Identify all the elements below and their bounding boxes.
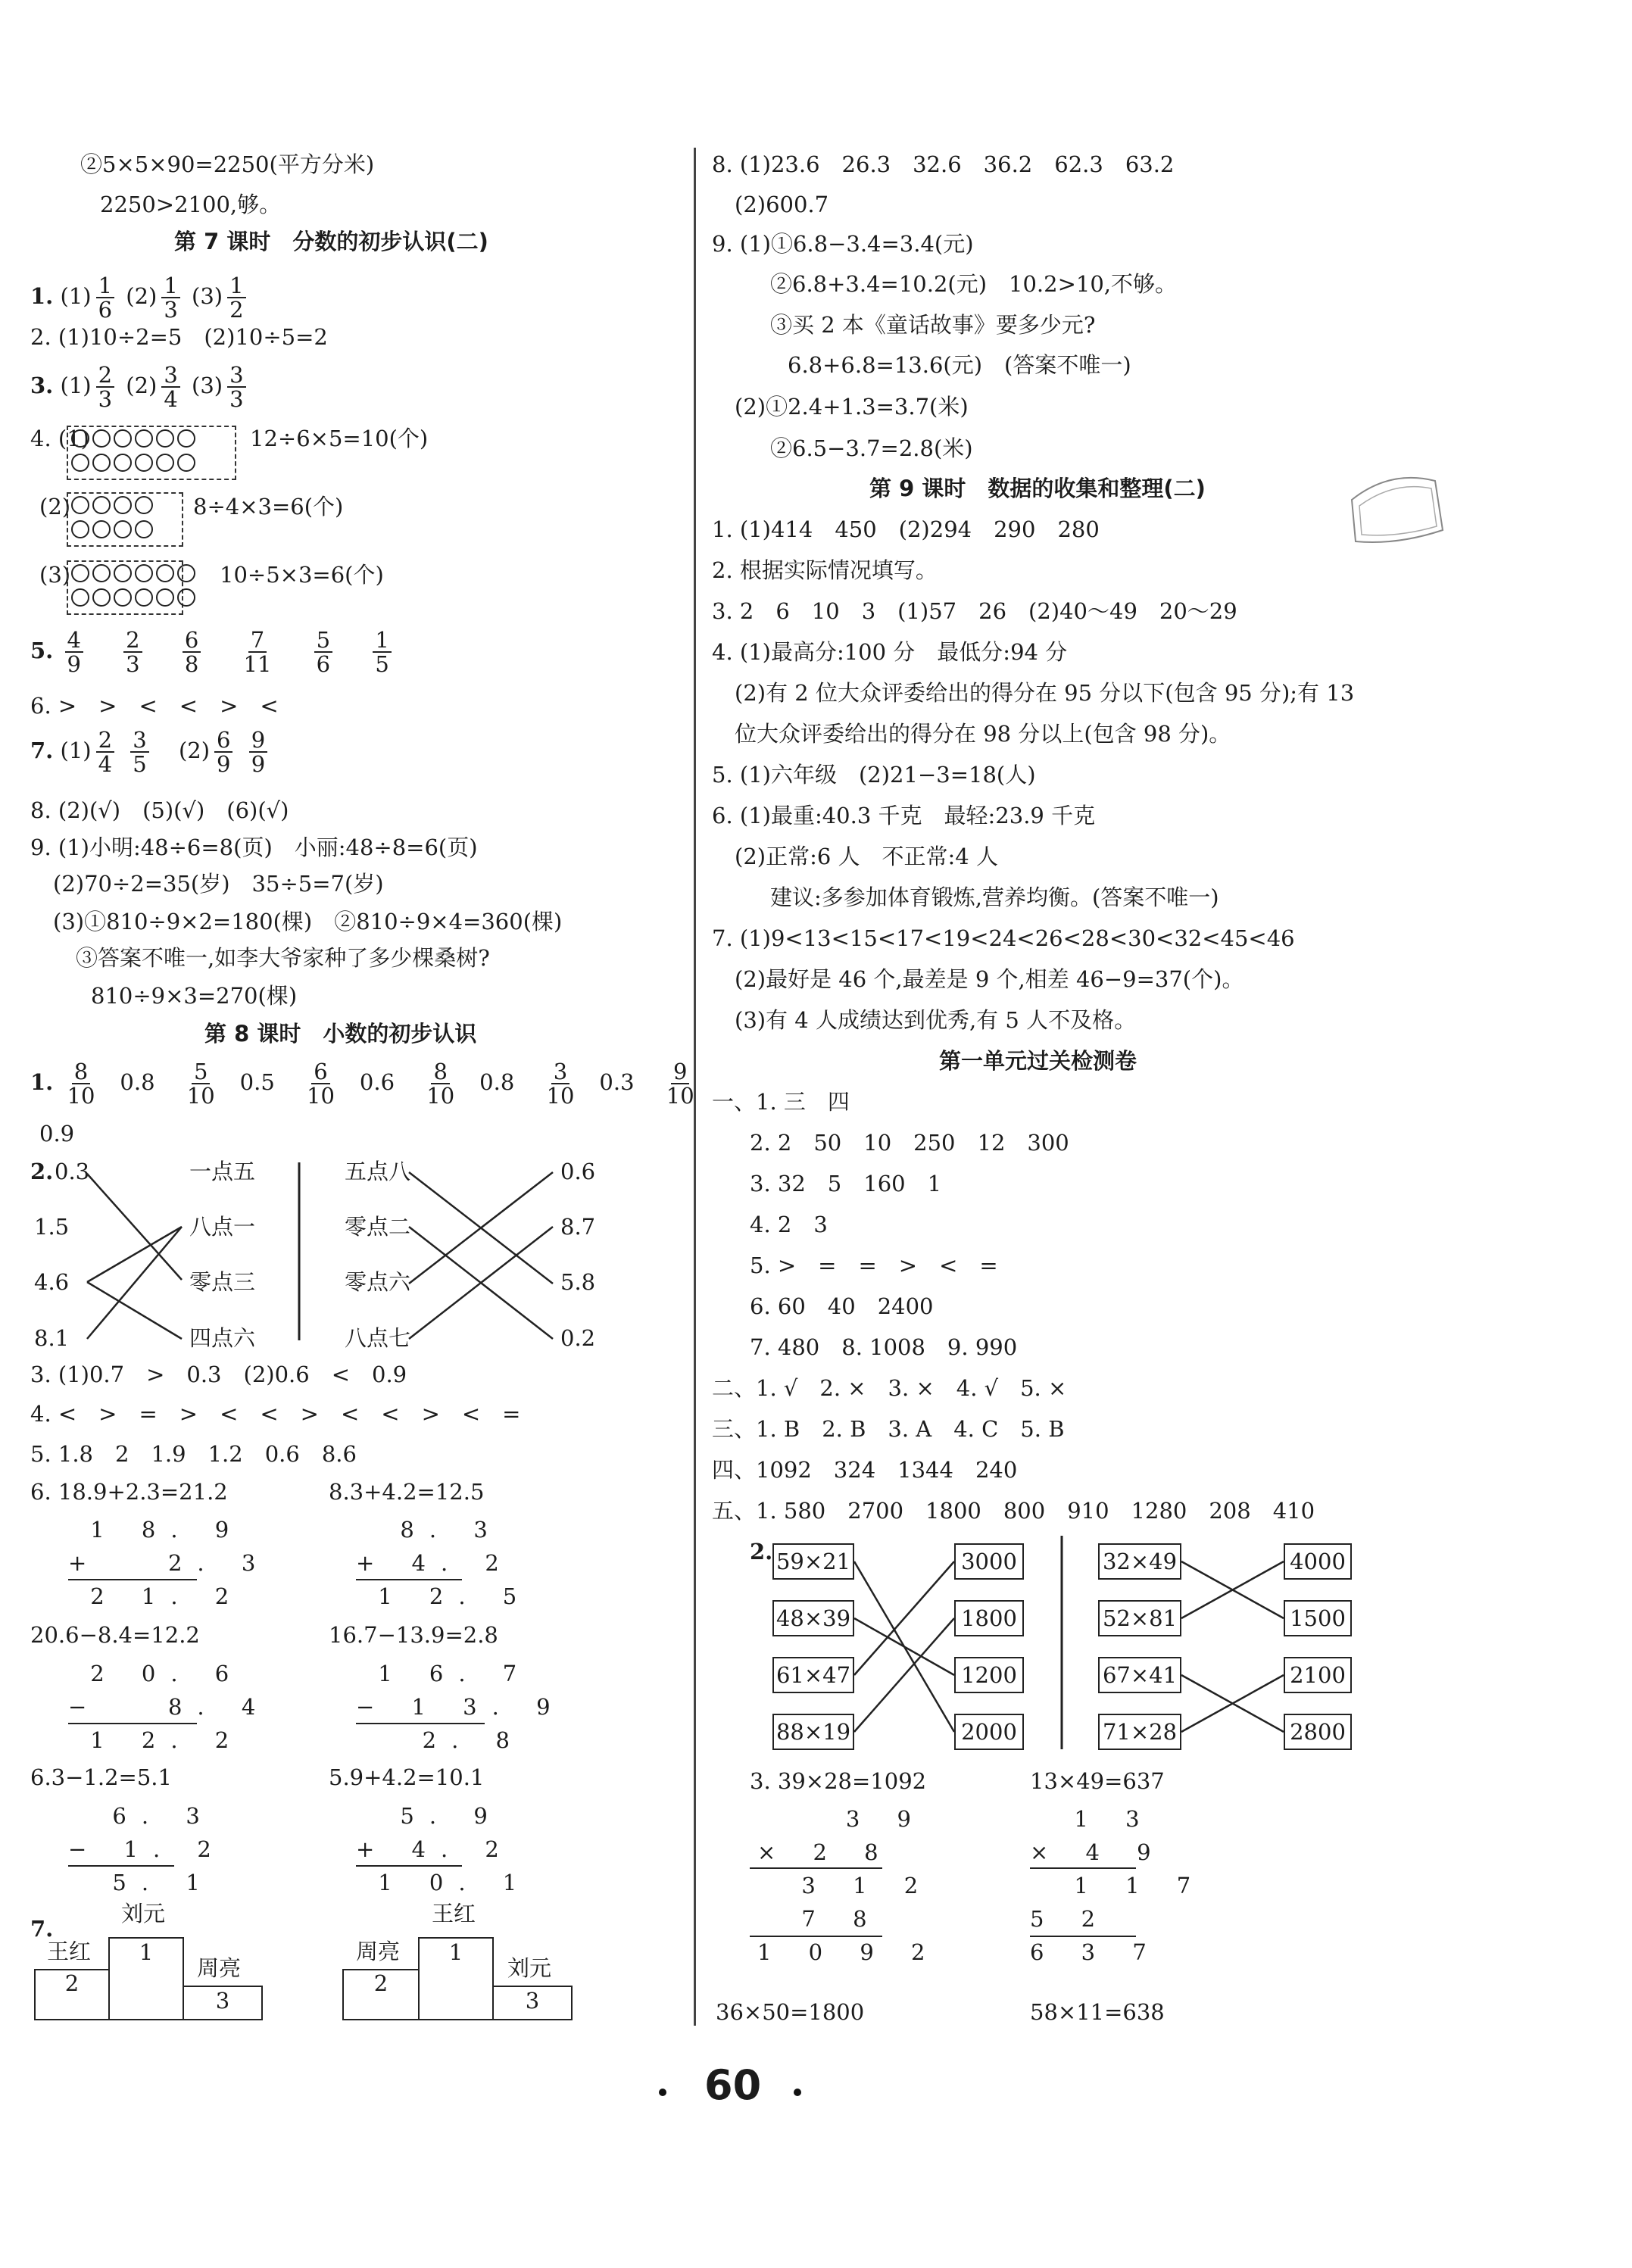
s7-prefix: 7.: [30, 1916, 54, 1942]
right-word: 零点六: [345, 1269, 411, 1295]
answer-line: 7. (1)9<13<15<17<19<24<26<28<30<32<45<46: [712, 925, 1295, 951]
vertical-calc: 2 0. 6 − 8. 4 1 2. 2: [68, 1661, 271, 1753]
calc-line: [356, 1723, 485, 1724]
answer-line: 36×50=1800: [716, 1999, 865, 2025]
answer-line: 7. 480 8. 1008 9. 990: [750, 1334, 1018, 1360]
vertical-calc: 6. 3 − 1. 2 5. 1: [68, 1803, 226, 1895]
q5: 5. $\frac{4}{9}$ $\frac{2}{3}$ $\frac{6}{8}$ $\frac{7}{11}$ $\frac{5}{6}$ $\frac{1}{5}$: [30, 629, 396, 675]
page-dot: [794, 2089, 801, 2096]
right-num: 0.2: [560, 1325, 596, 1351]
answer-line: 一、1. 三 四: [712, 1089, 850, 1115]
expr-box: 52×81: [1098, 1600, 1181, 1636]
q9-line: 9. (1)小明:48÷6=8(页) 小丽:48÷8=6(页): [30, 835, 478, 860]
right-num: 0.6: [560, 1159, 596, 1184]
s3: 3. (1)0.7 > 0.3 (2)0.6 < 0.9: [30, 1362, 407, 1387]
expr-box: 59×21: [772, 1543, 854, 1580]
right-word: 五点八: [345, 1159, 411, 1184]
calc-line: [750, 1936, 882, 1937]
calc-line: [356, 1579, 462, 1580]
s6-eq: 6.3−1.2=5.1: [30, 1764, 172, 1790]
left-num: 0.3: [55, 1159, 90, 1184]
left-word: 一点五: [189, 1159, 256, 1184]
q3: 3. (1) $\frac{2}{3}$ (2) $\frac{3}{4}$ (3) $\frac{3}{3}$: [30, 363, 251, 410]
answer-line: 二、1. √ 2. × 3. × 4. √ 5. ×: [712, 1375, 1067, 1401]
q4-3-label: (3): [39, 562, 71, 588]
answer-line: 4. 2 3: [750, 1212, 828, 1237]
fraction: $\frac{3}{4}$: [161, 363, 179, 410]
fraction: $\frac{1}{2}$: [227, 274, 245, 321]
calc-line: [356, 1865, 462, 1867]
left-num: 1.5: [34, 1214, 70, 1240]
answer-line: 3. 32 5 160 1: [750, 1171, 942, 1196]
result-box: 1800: [954, 1600, 1024, 1636]
answer-line: 8. (1)23.6 26.3 32.6 36.2 62.3 63.2: [712, 151, 1175, 177]
right-num: 8.7: [560, 1214, 596, 1240]
q4-3-eq: 10÷5×3=6(个): [220, 562, 384, 588]
answer-line: (2)有 2 位大众评委给出的得分在 95 分以下(包含 95 分);有 13: [735, 680, 1355, 706]
answer-line: (3)有 4 人成绩达到优秀,有 5 人不及格。: [735, 1007, 1137, 1033]
expr-box: 67×41: [1098, 1657, 1181, 1693]
answer-line: 1. (1)414 450 (2)294 290 280: [712, 516, 1100, 542]
result-box: 1200: [954, 1657, 1024, 1693]
calc-line: [1030, 1936, 1136, 1937]
expr-box: 88×19: [772, 1714, 854, 1750]
answer-line: 3. 39×28=1092: [750, 1768, 927, 1794]
expr-box: 32×49: [1098, 1543, 1181, 1580]
left-num: 4.6: [34, 1269, 70, 1295]
expr-box: 61×47: [772, 1657, 854, 1693]
calc-line: [750, 1867, 882, 1869]
s6-eq: 6. 18.9+2.3=21.2: [30, 1479, 228, 1505]
fraction: $\frac{1}{3}$: [161, 274, 179, 321]
vertical-calc: 1 8. 9 + 2. 3 2 1. 2: [68, 1517, 271, 1609]
answer-line: ②6.8+3.4=10.2(元) 10.2>10,不够。: [770, 271, 1178, 297]
q9-line: (3)①810÷9×2=180(棵) ②810÷9×4=360(棵): [53, 909, 563, 934]
q4-1-label: 4. (1): [30, 426, 89, 451]
answer-line: 5. > = = > < =: [750, 1253, 998, 1278]
right-num: 5.8: [560, 1269, 596, 1295]
calc-line: [68, 1865, 174, 1867]
answer-line: (2)600.7: [735, 192, 829, 217]
result-box: 2000: [954, 1714, 1024, 1750]
page-dot: [659, 2089, 666, 2096]
answer-line: ③买 2 本《童话故事》要多少元?: [770, 312, 1096, 338]
answer-line: (2)①2.4+1.3=3.7(米): [735, 394, 969, 420]
answer-line: 5. (1)六年级 (2)21−3=18(人): [712, 762, 1036, 788]
expr-box: 48×39: [772, 1600, 854, 1636]
answer-line: 三、1. B 2. B 3. A 4. C 5. B: [712, 1416, 1065, 1442]
left-word: 四点六: [189, 1325, 256, 1351]
right-word: 八点七: [345, 1325, 411, 1351]
answer-line: 2. 根据实际情况填写。: [712, 557, 938, 583]
vertical-calc: 8. 3 + 4. 2 1 2. 5: [356, 1517, 532, 1609]
vertical-calc: 5. 9 + 4. 2 1 0. 1: [356, 1803, 532, 1895]
answer-line: 位大众评委给出的得分在 98 分以上(包含 98 分)。: [735, 721, 1231, 747]
q9-line: (2)70÷2=35(岁) 35÷5=7(岁): [53, 871, 384, 897]
q7: 7. (1) $\frac{2}{4}$ $\frac{3}{5}$ (2) $\frac{6}{9}$ $\frac{9}{9}$: [30, 728, 272, 775]
answer-line: 4. (1)最高分:100 分 最低分:94 分: [712, 639, 1068, 665]
s6-eq: 20.6−8.4=12.2: [30, 1622, 200, 1648]
answer-line: 四、1092 324 1344 240: [712, 1457, 1018, 1483]
s6-eq: 5.9+4.2=10.1: [329, 1764, 485, 1790]
lesson-heading-8: 第 8 课时 小数的初步认识: [204, 1021, 477, 1047]
vertical-calc: 1 6. 7 − 1 3. 9 2. 8: [356, 1661, 566, 1753]
answer-line: 6. (1)最重:40.3 千克 最轻:23.9 千克: [712, 803, 1096, 828]
result-box: 1500: [1284, 1600, 1352, 1636]
q6: 6. > > < < > <: [30, 693, 279, 719]
page-number: 60: [704, 2061, 762, 2109]
answer-line: ②5×5×90=2250(平方分米): [80, 151, 375, 177]
answer-line: 建议:多参加体育锻炼,营养均衡。(答案不唯一): [770, 884, 1219, 910]
s2-prefix: 2.: [30, 1159, 54, 1184]
watermark-stamp-icon: [1337, 470, 1450, 553]
fraction: $\frac{3}{3}$: [227, 363, 245, 410]
calc-line: [68, 1579, 197, 1580]
s1-tail: 0.9: [39, 1121, 75, 1146]
calc-line: [68, 1723, 197, 1724]
answer-line: 6.8+6.8=13.6(元) (答案不唯一): [788, 352, 1131, 378]
answer-line: (2)最好是 46 个,最差是 9 个,相差 46−9=37(个)。: [735, 966, 1244, 992]
answer-line: 2. 2 50 10 250 12 300: [750, 1130, 1069, 1156]
q2: 2. (1)10÷2=5 (2)10÷5=2: [30, 324, 328, 350]
fraction: $\frac{2}{3}$: [96, 363, 114, 410]
s4: 4. < > = > < < > < < > < =: [30, 1401, 521, 1427]
q4-1-eq: 12÷6×5=10(个): [250, 426, 429, 451]
s1: 1. $\frac{8}{10}$ 0.8 $\frac{5}{10}$ 0.5 $\frac{6}{10}$ 0.6 $\frac{8}{10}$ 0.8 $\frac{3}{10}$ 0.3 $\frac{9}{10}$: [30, 1059, 694, 1109]
q8: 8. (2)(√) (5)(√) (6)(√): [30, 797, 289, 823]
result-box: 3000: [954, 1543, 1024, 1580]
s6-eq: 16.7−13.9=2.8: [329, 1622, 498, 1648]
left-word: 八点一: [189, 1214, 256, 1240]
lesson-heading-7: 第 7 课时 分数的初步认识(二): [174, 229, 488, 254]
q1: 1. (1) $\frac{1}{6}$ (2) $\frac{1}{3}$ (3) $\frac{1}{2}$: [30, 274, 251, 321]
expr-box: 71×28: [1098, 1714, 1181, 1750]
q4-2-eq: 8÷4×3=6(个): [193, 494, 344, 519]
s6-eq: 8.3+4.2=12.5: [329, 1479, 485, 1505]
right-word: 零点二: [345, 1214, 411, 1240]
fraction: $\frac{1}{6}$: [96, 274, 114, 321]
answer-line: ②6.5−3.7=2.8(米): [770, 435, 973, 461]
q9-line: ③答案不唯一,如李大爷家种了多少棵桑树?: [76, 945, 490, 971]
answer-line: 五、1. 580 2700 1800 800 910 1280 208 410: [712, 1498, 1315, 1524]
q9-line: 810÷9×3=270(棵): [91, 983, 298, 1009]
result-box: 4000: [1284, 1543, 1352, 1580]
answer-line: (2)正常:6 人 不正常:4 人: [735, 844, 998, 869]
vertical-multiplication: 3 9 × 2 8 3 1 2 7 8 1 0 9 2: [757, 1806, 941, 1965]
answer-line: 6. 60 40 2400: [750, 1293, 934, 1319]
unit-test-heading: 第一单元过关检测卷: [939, 1048, 1137, 1074]
result-box: 2100: [1284, 1657, 1352, 1693]
calc-line: [1030, 1867, 1136, 1869]
left-word: 零点三: [189, 1269, 256, 1295]
s5: 5. 1.8 2 1.9 1.2 0.6 8.6: [30, 1441, 357, 1467]
answer-line: 9. (1)①6.8−3.4=3.4(元): [712, 231, 974, 257]
vertical-multiplication: 1 3 × 4 9 1 1 7 5 2 6 3 7: [1030, 1806, 1206, 1965]
left-num: 8.1: [34, 1325, 70, 1351]
result-box: 2800: [1284, 1714, 1352, 1750]
answer-line: 3. 2 6 10 3 (1)57 26 (2)40～49 20～29: [712, 598, 1237, 624]
answer-line: 58×11=638: [1030, 1999, 1165, 2025]
u5-2-prefix: 2.: [750, 1539, 773, 1565]
answer-line: 13×49=637: [1030, 1768, 1165, 1794]
answer-line: 2250>2100,够。: [100, 192, 282, 217]
lesson-heading-9: 第 9 课时 数据的收集和整理(二): [869, 476, 1206, 501]
q4-2-label: (2): [39, 494, 71, 519]
